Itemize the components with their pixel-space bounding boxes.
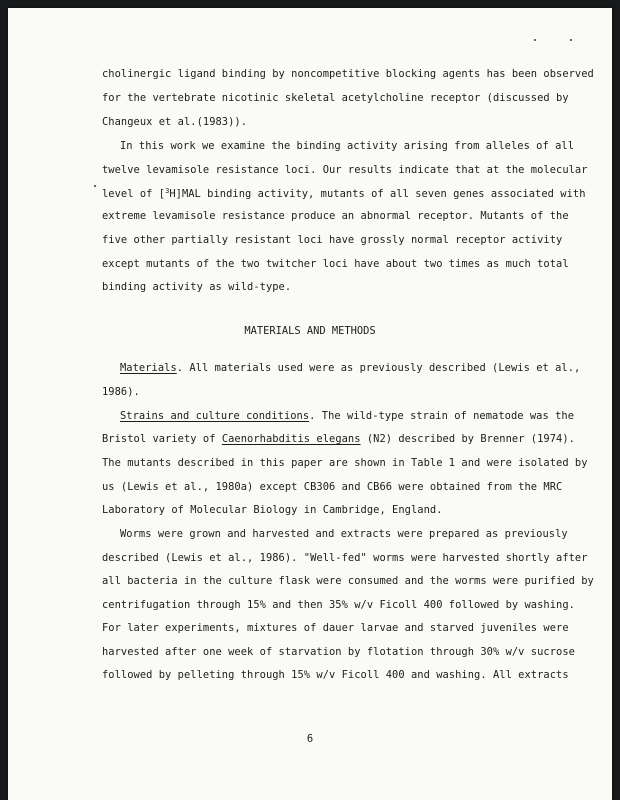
text-line: Materials. All materials used were as previously described (Lewis et al., [120, 362, 581, 374]
text-line: all bacteria in the culture flask were consumed and the worms were purified by [102, 575, 594, 587]
text-line: For later experiments, mixtures of dauer larvae and starved juveniles were [102, 622, 569, 634]
scan-speck [534, 39, 536, 41]
scan-speck [94, 185, 96, 187]
text-line: level of [$^3$H]MAL binding activity, mutants of all seven genes associated with [102, 187, 586, 200]
scan-speck [570, 39, 572, 41]
page-number: 6 [306, 733, 314, 745]
subheading: Strains and culture conditions [120, 410, 310, 422]
text-line: harvested after one week of starvation by flotation through 30% w/v sucrose [102, 646, 575, 658]
text-line: The mutants described in this paper are shown in Table 1 and were isolated by [102, 457, 588, 469]
text-line: described (Lewis et al., 1986). "Well-fed" worms were harvested shortly after [102, 552, 588, 564]
text-line: extreme levamisole resistance produce an abnormal receptor. Mutants of the [102, 210, 569, 222]
text-line: five other partially resistant loci have grossly normal receptor activity [102, 234, 563, 246]
text-line: except mutants of the two twitcher loci have about two times as much total [102, 258, 569, 270]
text-line: us (Lewis et al., 1980a) except CB306 and CB66 were obtained from the MRC [102, 481, 563, 493]
text-line: followed by pelleting through 15% w/v Ficoll 400 and washing. All extracts [102, 669, 569, 681]
section-heading: MATERIALS AND METHODS [244, 325, 376, 337]
text-line: Bristol variety of Caenorhabditis elegans (N2) described by Brenner (1974). [102, 433, 575, 445]
superscript: 3 [165, 187, 170, 195]
text-line: centrifugation through 15% and then 35% w/v Ficoll 400 followed by washing. [102, 599, 575, 611]
text-line: Worms were grown and harvested and extracts were prepared as previously [120, 528, 568, 540]
text-line: twelve levamisole resistance loci. Our results indicate that at the molecular [102, 164, 588, 176]
text-line: In this work we examine the binding activity arising from alleles of all [120, 140, 575, 152]
text-line: Changeux et al.(1983)). [102, 116, 248, 128]
text-line: Laboratory of Molecular Biology in Cambridge, England. [102, 504, 443, 516]
subheading: Materials [120, 362, 177, 374]
text-line: for the vertebrate nicotinic skeletal acetylcholine receptor (discussed by [102, 92, 569, 104]
document-page [8, 8, 612, 800]
text-line: binding activity as wild-type. [102, 281, 292, 293]
species-name: Caenorhabditis elegans [221, 433, 361, 445]
text-line: 1986). [102, 386, 140, 398]
text-line: Strains and culture conditions. The wild-type strain of nematode was the [120, 410, 575, 422]
text-line: cholinergic ligand binding by noncompetitive blocking agents has been observed [102, 68, 594, 80]
